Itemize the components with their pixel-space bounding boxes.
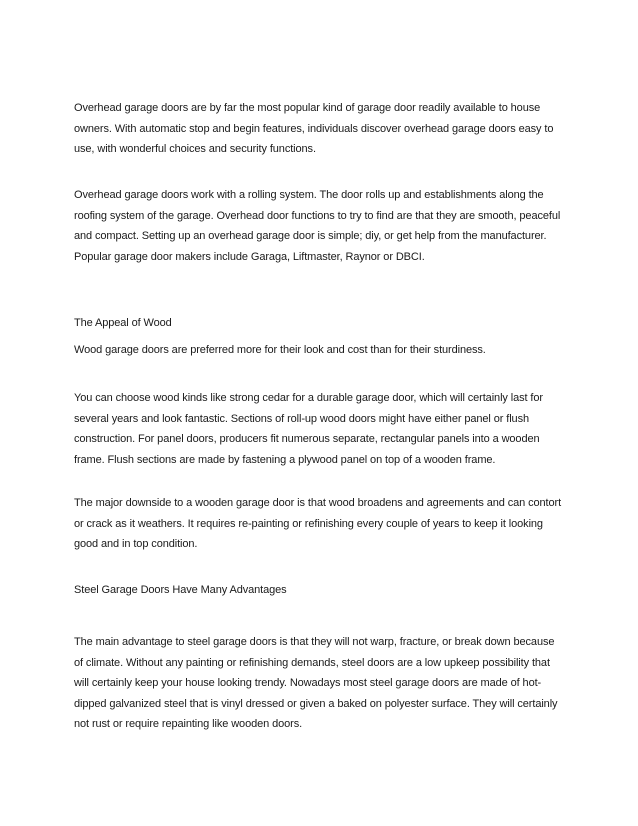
paragraph-wood-preference: Wood garage doors are preferred more for their look and cost than for their sturdiness. [74, 344, 486, 356]
paragraph-wood-downside: The major downside to a wooden garage door is that wood broadens and agreements and can contort or crack as it weathers. It requires re-painting or refinishing every couple of years to keep it looking good and in top condition. [74, 497, 562, 550]
heading-appeal-of-wood: The Appeal of Wood [74, 317, 172, 329]
paragraph-wood-kinds: You can choose wood kinds like strong cedar for a durable garage door, which will certainly last for several years and look fantastic. Sections of roll-up wood doors might have either panel or flush construction. For panel doors, producers fit numerous separate, rectangular panels into a wooden frame. Flush sections are made by fastening a plywood panel on top of a wooden frame. [74, 392, 543, 466]
paragraph-overhead-intro: Overhead garage doors are by far the most popular kind of garage door readily available to house owners. With automatic stop and begin features, individuals discover overhead garage doors easy to use, with wonderful choices and security functions. [74, 102, 554, 155]
paragraph-rolling-system: Overhead garage doors work with a rolling system. The door rolls up and establishments along the roofing system of the garage. Overhead door functions to try to find are that they are smooth, peaceful and compact. Setting up an overhead garage door is simple; diy, or get help from the manufacturer. Popular garage door makers include Garaga, Liftmaster, Raynor or DBCI. [74, 189, 561, 263]
heading-steel-advantages: Steel Garage Doors Have Many Advantages [74, 584, 287, 596]
paragraph-steel-advantage: The main advantage to steel garage doors is that they will not warp, fracture, or break down because of climate. Without any painting or refinishing demands, steel doors are a low upkeep possibility that will certainly keep your house looking trendy. Nowadays most steel garage doors are made of hot-dipped galvanized steel that is vinyl dressed or given a baked on polyester surface. They will certainly not rust or require repainting like wooden doors. [74, 636, 558, 730]
